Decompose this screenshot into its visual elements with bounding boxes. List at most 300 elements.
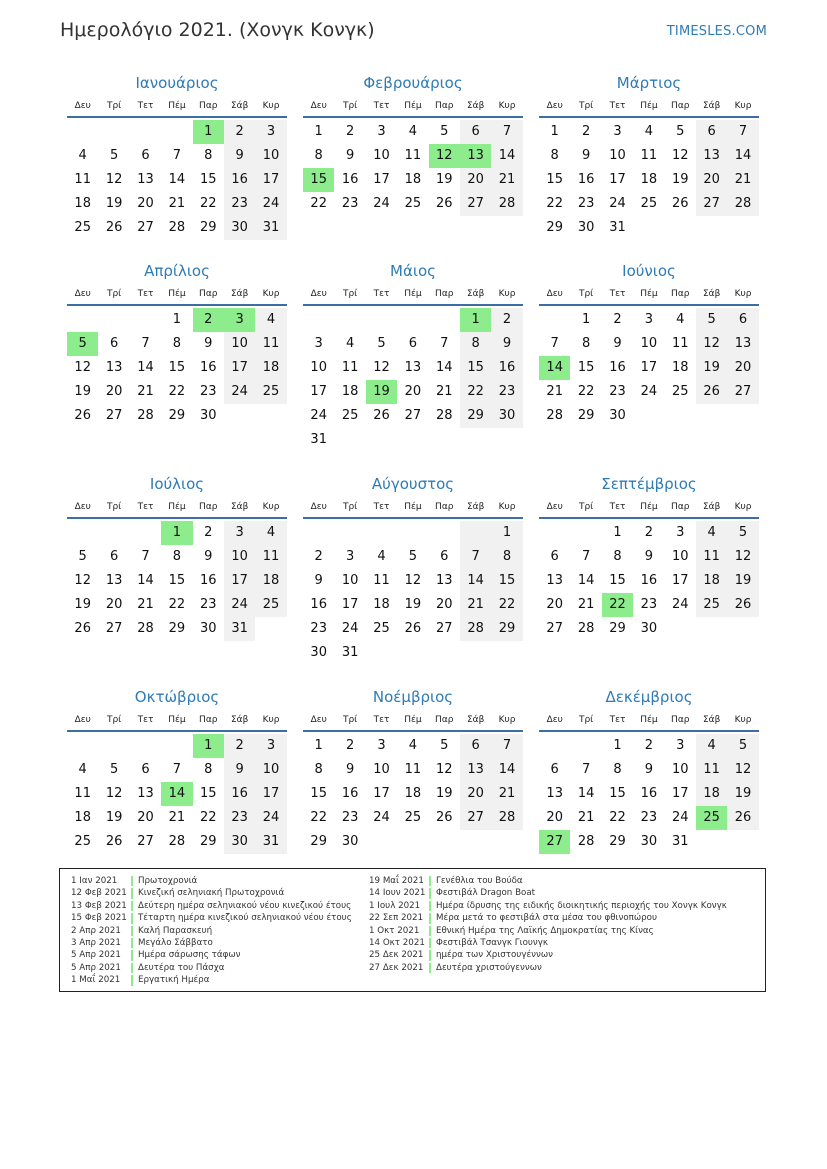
day-cell: 28 (491, 806, 522, 830)
day-cell: 21 (546, 384, 563, 399)
day-cell: 5 (727, 734, 758, 758)
day-cell: 8 (204, 148, 213, 163)
day-cell: 8 (613, 762, 622, 777)
holiday-row (369, 925, 727, 937)
empty-cell (98, 734, 129, 758)
weekday-label: Δευ (310, 101, 327, 111)
day-cell: 26 (435, 196, 453, 211)
month-calendar (67, 260, 287, 428)
day-cell: 26 (727, 806, 758, 830)
day-cell: 23 (491, 380, 522, 404)
day-cell: 18 (341, 384, 359, 399)
empty-cell (366, 308, 397, 332)
day-cell: 14 (491, 144, 522, 168)
weekday-label: Τρί (578, 715, 594, 725)
day-cell: 8 (613, 549, 622, 564)
day-cell: 16 (577, 172, 595, 187)
weekday-label: Κυρ (734, 289, 752, 299)
weekday-label: Κυρ (498, 715, 516, 725)
day-cell: 8 (204, 762, 213, 777)
day-cell: 10 (671, 762, 689, 777)
holiday-day-cell: 3 (224, 308, 255, 332)
day-cell: 21 (577, 597, 595, 612)
day-cell: 22 (546, 196, 563, 211)
weekday-label: Σάβ (702, 502, 721, 512)
holiday-date: 14 Οκτ 2021 (369, 937, 425, 948)
day-cell: 21 (491, 168, 522, 192)
day-cell: 10 (255, 144, 286, 168)
day-cell: 13 (105, 573, 123, 588)
day-cell: 10 (671, 549, 689, 564)
day-cell: 30 (310, 645, 327, 660)
day-grid (303, 734, 523, 854)
brand-link[interactable]: TIMESLES.COM (666, 24, 767, 39)
holiday-name: Καλή Παρασκευή (138, 925, 213, 936)
day-cell: 2 (224, 120, 255, 144)
day-cell: 6 (460, 120, 491, 144)
day-cell: 6 (109, 336, 119, 351)
day-cell: 29 (460, 404, 491, 428)
day-grid (539, 120, 759, 240)
day-cell: 18 (255, 569, 286, 593)
empty-cell (98, 308, 129, 332)
day-cell: 20 (546, 597, 563, 612)
weekday-label: Σάβ (230, 715, 249, 725)
holiday-day-cell: 1 (460, 308, 491, 332)
day-grid (67, 120, 287, 240)
day-cell: 31 (224, 617, 255, 641)
month-calendar (303, 686, 523, 854)
day-cell: 10 (224, 332, 255, 356)
day-cell: 28 (460, 617, 491, 641)
day-cell: 8 (314, 762, 323, 777)
day-cell: 11 (373, 573, 390, 588)
day-cell: 10 (255, 758, 286, 782)
day-cell: 10 (373, 762, 390, 777)
day-cell: 27 (105, 408, 123, 423)
weekday-label: Δευ (546, 289, 563, 299)
day-cell: 5 (676, 124, 685, 139)
day-cell: 15 (168, 360, 186, 375)
holiday-name: Εθνική Ημέρα της Λαϊκής Δημοκρατίας της Κίνας (436, 925, 654, 936)
day-cell: 17 (310, 384, 327, 399)
weekday-header (67, 498, 287, 519)
holiday-name: Δευτέρα του Πάσχα (138, 962, 225, 973)
day-cell: 3 (676, 525, 685, 540)
month-calendar (303, 473, 523, 665)
weekday-label: Παρ (671, 502, 690, 512)
day-cell: 20 (404, 384, 422, 399)
empty-cell (539, 734, 570, 758)
day-cell: 12 (404, 573, 422, 588)
holiday-name: Κινεζική σεληνιακή Πρωτοχρονιά (138, 888, 285, 899)
day-cell: 11 (696, 545, 727, 569)
day-cell: 13 (696, 144, 727, 168)
day-cell: 24 (373, 196, 390, 211)
day-cell: 9 (613, 336, 622, 351)
empty-cell (67, 521, 98, 545)
day-cell: 24 (310, 408, 327, 423)
day-cell: 29 (310, 834, 327, 849)
day-cell: 21 (491, 782, 522, 806)
weekday-label: Τρί (342, 289, 358, 299)
day-cell: 4 (644, 124, 653, 139)
day-cell: 26 (373, 408, 390, 423)
day-cell: 3 (255, 120, 286, 144)
day-cell: 2 (613, 312, 622, 327)
weekday-label: Τρί (342, 502, 358, 512)
day-cell: 25 (255, 380, 286, 404)
holiday-date: 1 Ιουλ 2021 (369, 900, 421, 911)
day-cell: 28 (577, 621, 595, 636)
empty-cell (334, 521, 365, 545)
empty-cell (334, 308, 365, 332)
day-cell: 17 (341, 597, 359, 612)
weekday-label: Παρ (199, 502, 218, 512)
day-cell: 3 (345, 549, 355, 564)
day-cell: 21 (137, 597, 154, 612)
empty-cell (397, 521, 428, 545)
holiday-marker (429, 950, 431, 960)
day-cell: 13 (404, 360, 422, 375)
holiday-marker (429, 888, 431, 898)
day-cell: 25 (404, 196, 422, 211)
weekday-label: Τετ (373, 289, 390, 299)
holiday-marker (131, 938, 133, 948)
day-cell: 23 (199, 384, 217, 399)
weekday-label: Τετ (609, 502, 626, 512)
day-cell: 14 (137, 573, 154, 588)
day-cell: 17 (255, 782, 286, 806)
day-cell: 6 (550, 549, 559, 564)
day-cell: 13 (546, 573, 563, 588)
holiday-date: 5 Απρ 2021 (71, 950, 121, 961)
day-cell: 3 (676, 738, 685, 753)
day-cell: 10 (373, 148, 390, 163)
empty-cell (539, 308, 570, 332)
day-cell: 29 (199, 220, 217, 235)
weekday-label: Δευ (546, 715, 563, 725)
holiday-day-cell: 14 (161, 782, 192, 806)
day-cell: 7 (581, 549, 591, 564)
day-cell: 23 (310, 621, 327, 636)
holiday-name: Φεστιβάλ Dragon Boat (436, 888, 536, 899)
day-cell: 6 (550, 762, 559, 777)
empty-cell (130, 308, 161, 332)
day-cell: 22 (577, 384, 595, 399)
day-cell: 20 (137, 810, 154, 825)
day-cell: 23 (224, 192, 255, 216)
day-cell: 21 (168, 810, 186, 825)
day-cell: 5 (727, 521, 758, 545)
holiday-row (369, 937, 727, 949)
day-cell: 9 (491, 332, 522, 356)
day-cell: 27 (696, 192, 727, 216)
month-name: Ιούνιος (622, 262, 676, 280)
weekday-label: Τετ (373, 715, 390, 725)
day-cell: 12 (74, 360, 91, 375)
holiday-row (369, 875, 727, 887)
holiday-row (369, 887, 727, 899)
day-cell: 27 (727, 380, 758, 404)
day-cell: 19 (727, 782, 758, 806)
empty-cell (161, 120, 192, 144)
weekday-label: Πέμ (168, 289, 186, 299)
month-calendar (303, 72, 523, 216)
day-cell: 12 (727, 758, 758, 782)
weekday-label: Τετ (137, 289, 154, 299)
day-cell: 31 (341, 645, 359, 660)
weekday-label: Σάβ (702, 715, 721, 725)
day-cell: 17 (609, 172, 626, 187)
day-cell: 4 (78, 148, 87, 163)
day-cell: 23 (609, 384, 626, 399)
month-name: Φεβρουάριος (363, 74, 463, 92)
holiday-marker (131, 963, 133, 973)
empty-cell (303, 521, 334, 545)
month-calendar (67, 473, 287, 641)
day-cell: 9 (581, 148, 591, 163)
day-cell: 22 (168, 597, 186, 612)
day-cell: 12 (105, 172, 123, 187)
day-cell: 24 (373, 810, 390, 825)
day-cell: 12 (671, 148, 689, 163)
day-cell: 16 (199, 573, 217, 588)
day-cell: 25 (696, 593, 727, 617)
empty-cell (67, 308, 98, 332)
day-grid (67, 308, 287, 428)
day-cell: 16 (640, 573, 658, 588)
day-cell: 19 (404, 597, 422, 612)
day-cell: 9 (224, 758, 255, 782)
day-cell: 11 (255, 545, 286, 569)
weekday-label: Δευ (310, 502, 327, 512)
day-cell: 2 (491, 308, 522, 332)
weekday-label: Σάβ (702, 101, 721, 111)
day-cell: 9 (345, 762, 355, 777)
day-cell: 20 (546, 810, 563, 825)
holiday-row (71, 912, 352, 924)
day-cell: 4 (676, 312, 685, 327)
day-cell: 5 (696, 308, 727, 332)
day-cell: 20 (460, 168, 491, 192)
weekday-label: Σάβ (702, 289, 721, 299)
day-cell: 6 (727, 308, 758, 332)
holiday-date: 12 Φεβ 2021 (71, 888, 127, 899)
day-cell: 8 (172, 336, 181, 351)
day-cell: 14 (460, 569, 491, 593)
holiday-row (71, 937, 352, 949)
empty-cell (67, 120, 98, 144)
month-name: Μάρτιος (616, 74, 682, 92)
day-cell: 18 (74, 196, 91, 211)
day-cell: 16 (491, 356, 522, 380)
month-name: Αύγουστος (371, 475, 455, 493)
month-name: Μάιος (390, 262, 436, 280)
day-cell: 26 (74, 408, 91, 423)
day-cell: 2 (314, 549, 323, 564)
weekday-header (67, 285, 287, 306)
day-cell: 19 (435, 786, 453, 801)
weekday-label: Παρ (671, 101, 690, 111)
weekday-label: Τετ (137, 101, 154, 111)
empty-cell (67, 734, 98, 758)
empty-cell (429, 521, 460, 545)
day-cell: 29 (609, 834, 626, 849)
day-cell: 26 (105, 220, 123, 235)
day-cell: 25 (74, 834, 91, 849)
day-cell: 2 (224, 734, 255, 758)
day-cell: 24 (609, 196, 626, 211)
holiday-list-left (71, 875, 352, 987)
holiday-date: 19 Μαΐ 2021 (369, 876, 424, 886)
weekday-label: Δευ (546, 502, 563, 512)
day-cell: 24 (671, 810, 689, 825)
day-cell: 4 (255, 308, 286, 332)
day-cell: 21 (168, 196, 186, 211)
holiday-date: 15 Φεβ 2021 (71, 913, 127, 924)
day-cell: 28 (137, 621, 154, 636)
day-cell: 16 (609, 360, 626, 375)
day-cell: 19 (696, 356, 727, 380)
day-cell: 20 (435, 597, 453, 612)
weekday-label: Σάβ (230, 502, 249, 512)
day-cell: 29 (577, 408, 595, 423)
day-cell: 3 (644, 312, 653, 327)
day-cell: 28 (168, 220, 186, 235)
holiday-name: Δεύτερη ημέρα σεληνιακού νέου κινεζικού έτους (138, 900, 352, 911)
day-cell: 28 (491, 192, 522, 216)
weekday-label: Δευ (546, 101, 563, 111)
month-calendar (67, 72, 287, 240)
day-cell: 11 (74, 786, 91, 801)
day-cell: 8 (172, 549, 181, 564)
day-cell: 27 (105, 621, 123, 636)
day-cell: 4 (377, 549, 386, 564)
holiday-name: Τέταρτη ημέρα κινεζικού σεληνιακού νέου έτους (138, 913, 352, 924)
day-cell: 7 (172, 148, 181, 163)
holiday-name: Μεγάλο Σάββατο (138, 937, 213, 948)
day-cell: 25 (74, 220, 91, 235)
holiday-day-cell: 19 (366, 380, 397, 404)
day-cell: 30 (199, 408, 217, 423)
weekday-label: Τετ (373, 502, 390, 512)
day-grid (539, 521, 759, 641)
weekday-label: Παρ (199, 101, 218, 111)
day-cell: 19 (74, 597, 91, 612)
weekday-label: Παρ (435, 101, 454, 111)
holiday-name: Ημέρα ίδρυσης της ειδικής διοικητικής περιοχής του Χονγκ Κονγκ (436, 900, 727, 911)
day-cell: 11 (255, 332, 286, 356)
day-cell: 26 (727, 593, 758, 617)
holiday-day-cell: 27 (539, 830, 570, 854)
holiday-row (71, 925, 352, 937)
day-cell: 29 (491, 617, 522, 641)
weekday-label: Πέμ (640, 289, 658, 299)
holiday-marker (131, 975, 133, 985)
day-cell: 30 (609, 408, 626, 423)
day-cell: 29 (168, 408, 186, 423)
day-cell: 10 (640, 336, 658, 351)
day-cell: 6 (440, 549, 449, 564)
day-cell: 4 (408, 124, 417, 139)
weekday-label: Παρ (435, 502, 454, 512)
weekday-label: Κυρ (498, 101, 516, 111)
day-cell: 30 (199, 621, 217, 636)
day-cell: 26 (74, 621, 91, 636)
holiday-day-cell: 25 (696, 806, 727, 830)
day-cell: 17 (671, 573, 689, 588)
day-cell: 5 (377, 336, 386, 351)
day-cell: 31 (671, 834, 689, 849)
day-cell: 30 (341, 834, 359, 849)
day-cell: 14 (491, 758, 522, 782)
holiday-day-cell: 1 (193, 734, 224, 758)
holiday-day-cell: 15 (303, 168, 334, 192)
month-name: Οκτώβριος (134, 688, 220, 706)
weekday-header (539, 498, 759, 519)
day-cell: 18 (373, 597, 390, 612)
day-cell: 13 (546, 786, 563, 801)
day-cell: 1 (550, 124, 559, 139)
day-cell: 10 (310, 360, 327, 375)
day-cell: 30 (224, 830, 255, 854)
day-cell: 19 (435, 172, 453, 187)
empty-cell (98, 120, 129, 144)
day-cell: 17 (373, 172, 390, 187)
day-cell: 21 (435, 384, 453, 399)
day-cell: 23 (640, 597, 658, 612)
weekday-label: Κυρ (262, 289, 280, 299)
weekday-label: Κυρ (734, 101, 752, 111)
month-name: Νοέμβριος (372, 688, 454, 706)
day-cell: 7 (172, 762, 181, 777)
day-cell: 1 (314, 738, 323, 753)
day-cell: 2 (644, 525, 653, 540)
day-cell: 1 (581, 312, 591, 327)
day-cell: 22 (460, 380, 491, 404)
weekday-label: Σάβ (466, 289, 485, 299)
day-cell: 29 (609, 621, 626, 636)
day-cell: 2 (204, 525, 213, 540)
empty-cell (303, 308, 334, 332)
day-cell: 7 (581, 762, 591, 777)
holiday-date: 1 Ιαν 2021 (71, 876, 118, 886)
day-cell: 27 (460, 806, 491, 830)
weekday-label: Κυρ (498, 289, 516, 299)
month-name: Ιούλιος (149, 475, 205, 493)
day-cell: 17 (671, 786, 689, 801)
day-cell: 26 (105, 834, 123, 849)
holiday-name: Φεστιβάλ Τσανγκ Γιουνγκ (436, 937, 549, 948)
holiday-list (59, 868, 766, 992)
day-cell: 16 (224, 168, 255, 192)
day-cell: 23 (640, 810, 658, 825)
holiday-row (369, 962, 727, 974)
weekday-header (539, 711, 759, 732)
day-cell: 11 (341, 360, 359, 375)
holiday-row (369, 912, 727, 924)
day-cell: 11 (671, 336, 689, 351)
day-cell: 1 (314, 124, 323, 139)
day-cell: 27 (137, 220, 154, 235)
day-cell: 9 (644, 549, 653, 564)
month-name: Ιανουάριος (135, 74, 219, 92)
day-cell: 2 (581, 124, 591, 139)
weekday-label: Πέμ (640, 715, 658, 725)
month-calendar (67, 686, 287, 854)
day-cell: 7 (491, 120, 522, 144)
